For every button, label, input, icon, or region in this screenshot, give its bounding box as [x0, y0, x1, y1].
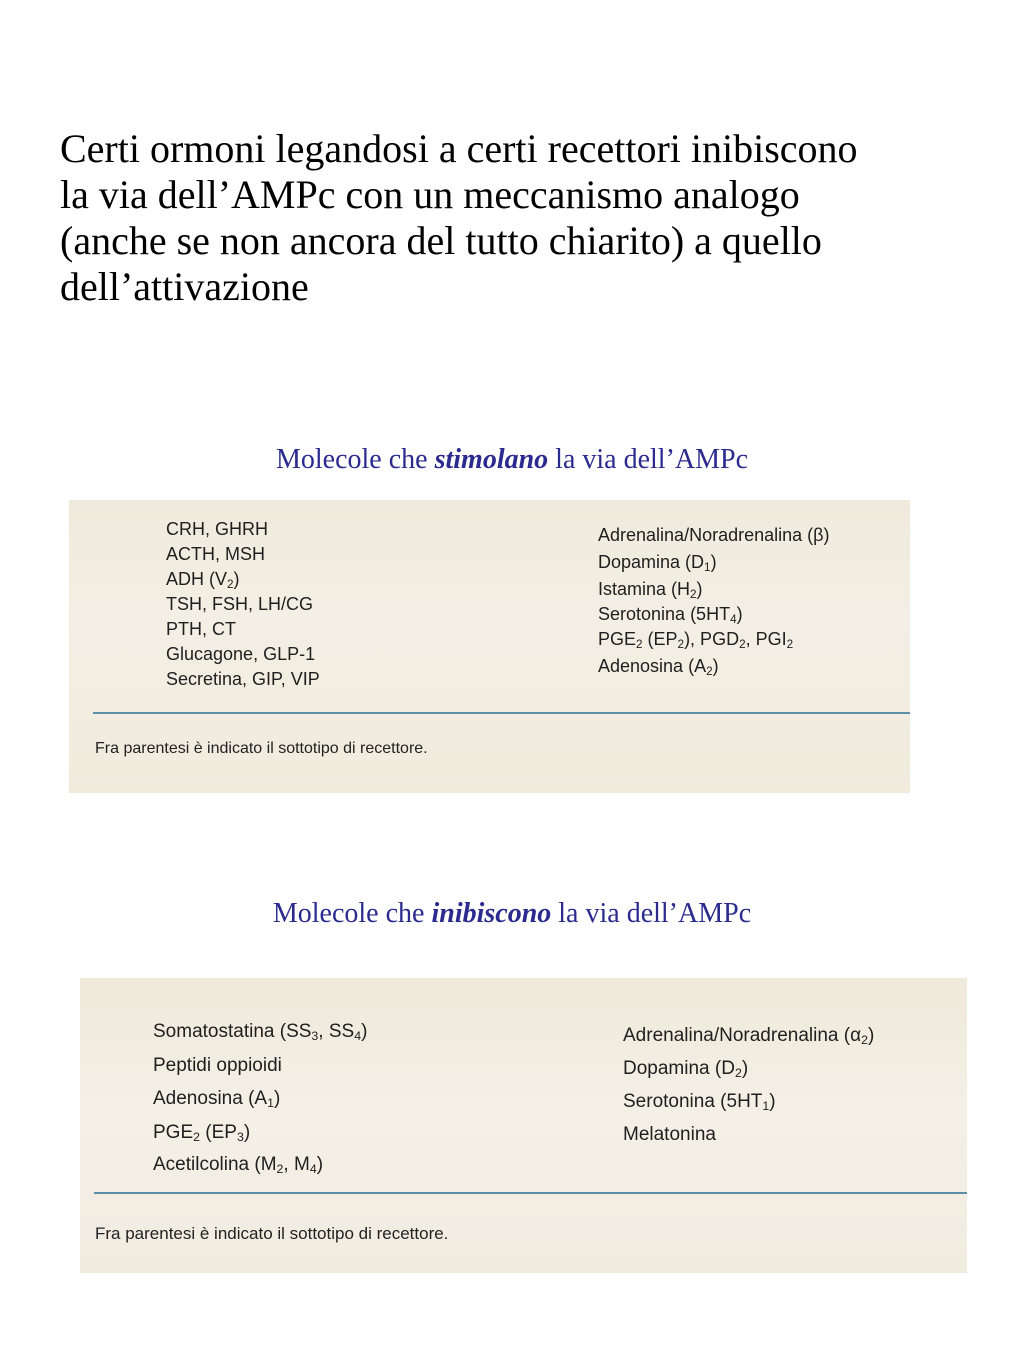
caption-text: la via dell’AMPc: [551, 898, 752, 929]
table-item: Adrenalina/Noradrenalina (β): [598, 525, 830, 545]
table-item: Somatostatina ($SS_3$, $SS_4$): [153, 1021, 368, 1044]
inhibit-caption: [0, 898, 1024, 930]
intro-line: Certi ormoni legandosi a certi recettori inibiscono: [60, 126, 858, 171]
table-item: $PGE_2$ $(EP_2)$, $PGD_2$, $PGI_2$: [598, 629, 794, 651]
table-divider: [93, 712, 910, 714]
table-item: Serotonina $(5HT_4)$: [598, 604, 743, 626]
inhibit-table-image: [80, 978, 967, 1273]
table-item: ACTH, MSH: [166, 544, 265, 564]
table-item: PTH, CT: [166, 619, 236, 639]
caption-emphasis: stimolano: [434, 444, 549, 475]
stimulate-caption: [0, 444, 1024, 476]
table-item: Melatonina: [623, 1124, 716, 1145]
table-item: Adrenalina/Noradrenalina $(\alpha_2)$: [623, 1025, 875, 1048]
table-item: ADH $(V_2)$: [166, 569, 240, 591]
table-item: Istamina $(H_2)$: [598, 579, 703, 601]
table-item: $PGE_2$ $(EP_3)$: [153, 1122, 251, 1145]
table-footnote: Fra parentesi è indicato il sottotipo di recettore.: [95, 740, 428, 757]
table-item: Dopamina $(D_1)$: [598, 552, 717, 574]
table-item: Adenosina $(A_1)$: [153, 1088, 281, 1111]
table-footnote: Fra parentesi è indicato il sottotipo di recettore.: [95, 1224, 449, 1243]
table-item: Glucagone, GLP-1: [166, 644, 316, 664]
table-item: Acetilcolina ($M_2$, $M_4$): [153, 1154, 324, 1177]
stimulate-table-image: [69, 500, 910, 793]
caption-emphasis: inibiscono: [431, 898, 552, 929]
table-item: Serotonina $(5HT_1)$: [623, 1091, 776, 1114]
caption-text: la via dell’AMPc: [548, 444, 749, 475]
intro-line: (anche se non ancora del tutto chiarito) a quello: [60, 218, 822, 263]
table-item: Adenosina $(A_2)$: [598, 656, 719, 678]
table-item: Secretina, GIP, VIP: [166, 669, 320, 689]
intro-paragraph: [60, 126, 990, 310]
table-item: Peptidi oppioidi: [153, 1055, 282, 1076]
caption-text: Molecole che: [275, 444, 435, 475]
intro-line: la via dell’AMPc con un meccanismo analogo: [60, 172, 800, 217]
table-item: Dopamina $(D_2)$: [623, 1058, 749, 1081]
table-item: TSH, FSH, LH/CG: [166, 594, 314, 614]
caption-text: Molecole che: [272, 898, 432, 929]
table-item: CRH, GHRH: [166, 519, 268, 539]
table-divider: [94, 1192, 967, 1194]
intro-line: dell’attivazione: [60, 264, 309, 309]
